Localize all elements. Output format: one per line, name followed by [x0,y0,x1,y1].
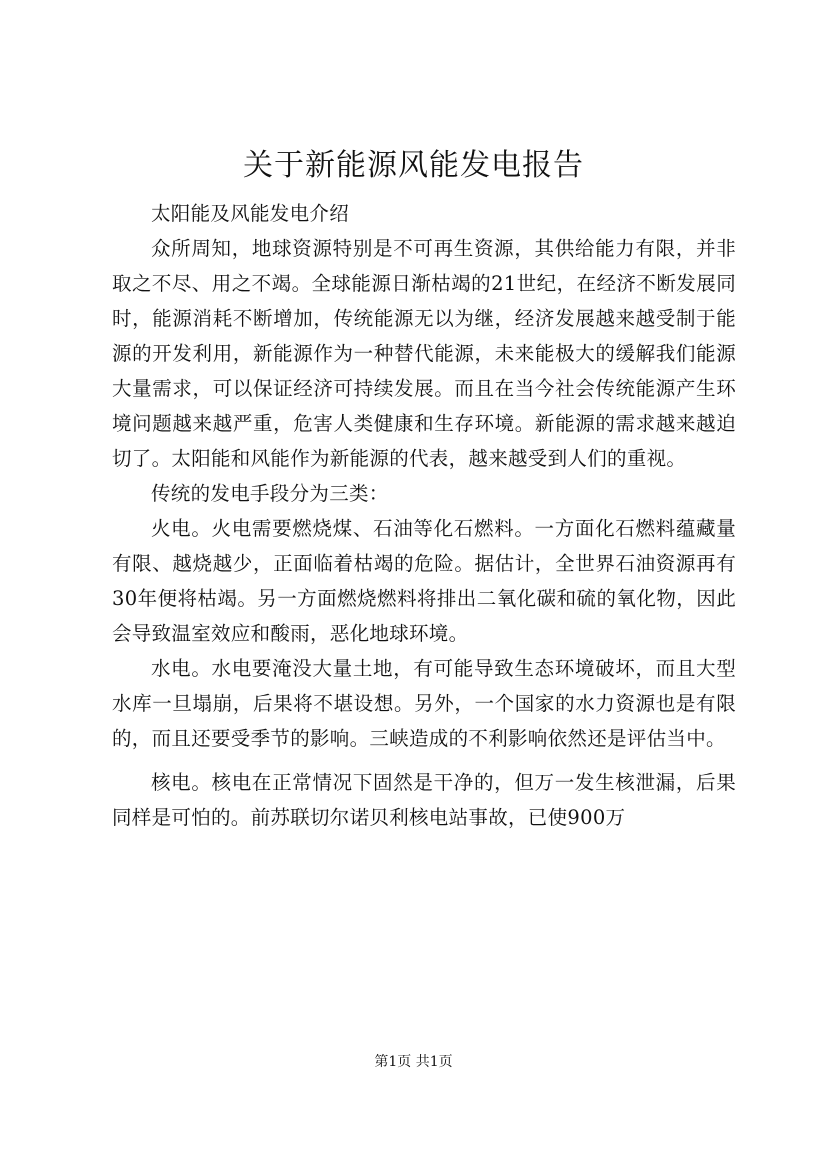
paragraph-intro: 众所周知，地球资源特别是不可再生资源，其供给能力有限，并非取之不尽、用之不竭。全球能源日渐枯竭的21世纪，在经济不断发展同时，能源消耗不断增加，传统能源无以为继，经济发展越来越受制于能源的开发利用，新能源作为一种替代能源，未来能极大的缓解我们能源大量需求，可以保证经济可持续发展。而且在当今社会传统能源产生环境问题越来越严重，危害人类健康和生存环境。新能源的需求越来越迫切了。太阳能和风能作为新能源的代表，越来越受到人们的重视。 [112,237,736,470]
document-title: 关于新能源风能发电报告 [243,148,584,183]
document-body [112,196,736,835]
paragraph-hydro-power: 水电。水电要淹没大量土地，有可能导致生态环境破坏，而且大型水库一旦塌崩，后果将不堪设想。另外，一个国家的水力资源也是有限的，而且还要受季节的影响。三峡造成的不利影响依然还是评估当中。 [112,657,736,750]
paragraph-thermal-power: 火电。火电需要燃烧煤、石油等化石燃料。一方面化石燃料蕴藏量有限、越烧越少，正面临着枯竭的危险。据估计，全世界石油资源再有30年便将枯竭。另一方面燃烧燃料将排出二氧化碳和硫的氧化物，因此会导致温室效应和酸雨，恶化地球环境。 [112,517,736,645]
paragraph-traditional-methods: 传统的发电手段分为三类： [151,482,389,505]
page-footer: 第1页 共1页 [374,1054,453,1070]
section-heading: 太阳能及风能发电介绍 [151,202,350,225]
paragraph-nuclear-power: 核电。核电在正常情况下固然是干净的，但万一发生核泄漏，后果同样是可怕的。前苏联切尔诺贝利核电站事故，已使900万 [112,771,736,829]
